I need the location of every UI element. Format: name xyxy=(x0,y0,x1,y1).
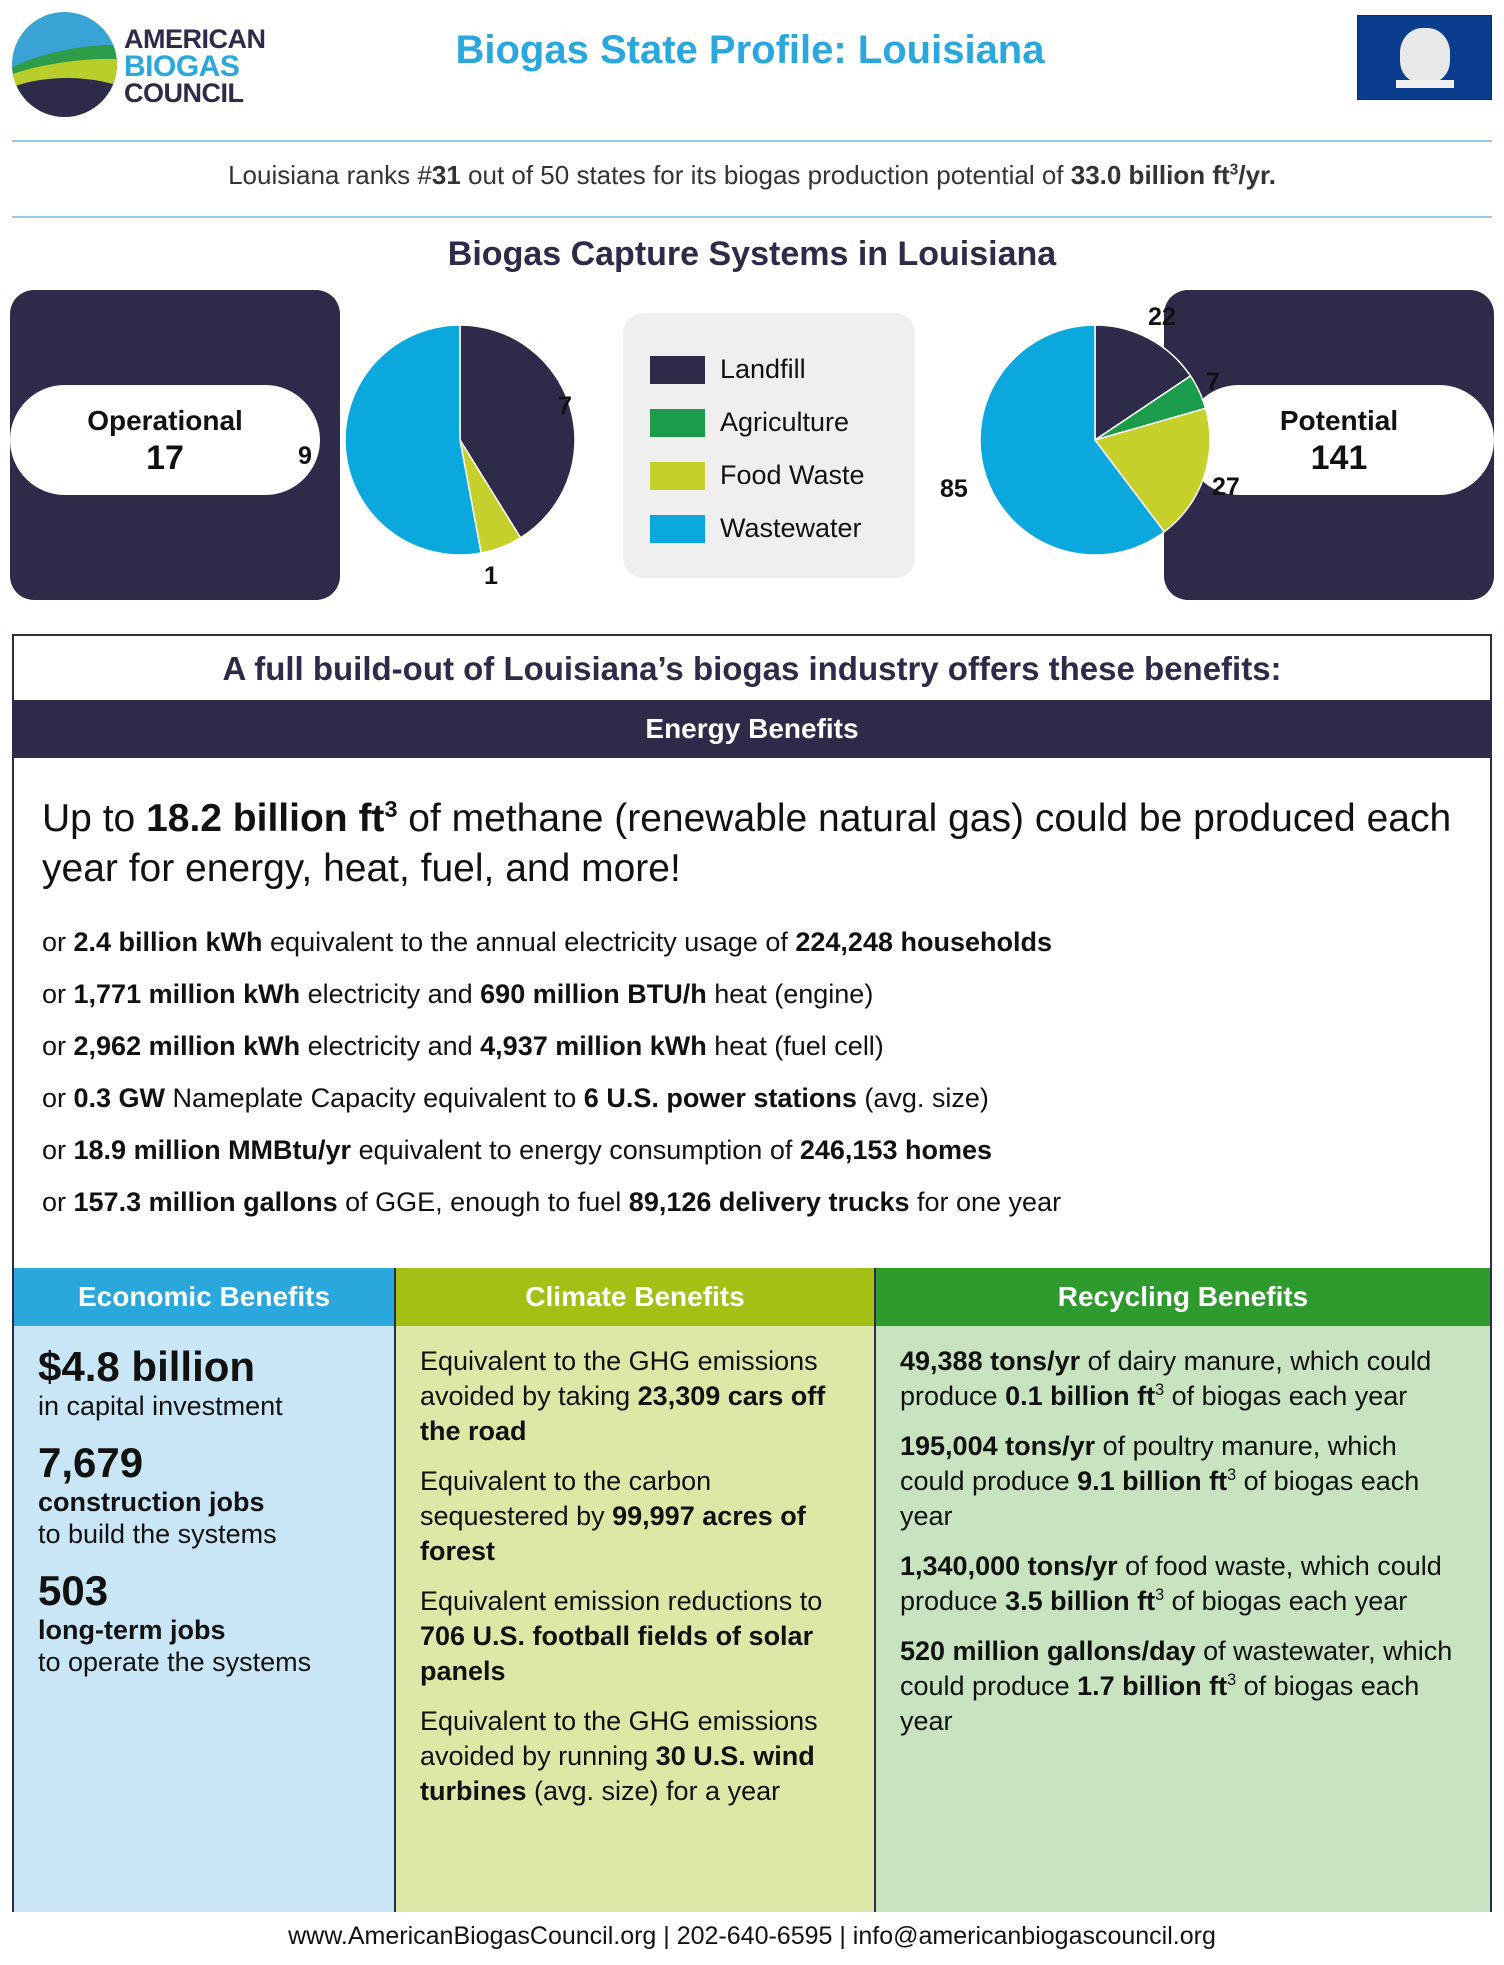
pie-label-food-waste: 1 xyxy=(484,562,498,590)
text-segment: 49,388 tons/yr xyxy=(900,1346,1081,1376)
text-segment: 1,340,000 tons/yr xyxy=(900,1551,1118,1581)
pie-label-wastewater: 85 xyxy=(940,475,968,503)
text-segment: 23,309 cars off the road xyxy=(420,1381,826,1446)
text-segment: 1,771 million kWh xyxy=(73,979,301,1009)
operational-pill xyxy=(10,385,320,495)
text-segment: of biogas each year xyxy=(900,1671,1420,1736)
text-segment: of biogas each year xyxy=(900,1466,1420,1531)
text-segment: 9.1 billion ft xyxy=(1077,1466,1228,1496)
legend-label: Food Waste xyxy=(720,460,865,490)
pie-label-wastewater: 9 xyxy=(298,442,312,470)
text-segment: 2,962 million kWh xyxy=(73,1031,301,1061)
energy-row xyxy=(42,1020,1462,1072)
recycling-item xyxy=(900,1634,1468,1739)
text-segment: Equivalent emission reductions to xyxy=(420,1586,823,1616)
text-segment: or xyxy=(42,1031,74,1061)
text-segment: Nameplate Capacity equivalent to xyxy=(165,1083,584,1113)
logo-emblem-icon xyxy=(12,12,117,117)
text-segment: of food waste, which could produce xyxy=(900,1551,1442,1616)
text-segment: (avg. size) for a year xyxy=(526,1776,781,1806)
text-segment: electricity and xyxy=(300,1031,481,1061)
capital-value: $4.8 billion xyxy=(38,1343,256,1390)
recycling-item xyxy=(900,1549,1468,1619)
footer-contact[interactable]: www.AmericanBiogasCouncil.org | 202-640-6595 | info@americanbiogascouncil.org xyxy=(288,1922,1216,1950)
climate-item xyxy=(420,1344,852,1449)
legend-swatch xyxy=(650,409,705,437)
logo-line-1: AMERICAN xyxy=(124,24,266,54)
legend-item-wastewater xyxy=(650,502,915,555)
pie-slice-wastewater xyxy=(345,325,481,555)
climate-column xyxy=(394,1268,874,1912)
potential-pie-svg xyxy=(975,320,1215,560)
logo-line-3: COUNCIL xyxy=(124,78,244,108)
legend-swatch xyxy=(650,515,705,543)
text-segment: equivalent to the annual electricity usage of xyxy=(262,927,796,957)
potential-value: 141 xyxy=(1310,439,1368,477)
text-segment: of GGE, enough to fuel xyxy=(337,1187,629,1217)
text-segment: 1.7 billion ft xyxy=(1077,1671,1228,1701)
benefits-box xyxy=(12,634,1492,1912)
benefit-columns xyxy=(14,1268,1490,1912)
text-segment: 3 xyxy=(1227,1466,1237,1484)
potential-label: Potential xyxy=(1279,405,1399,436)
text-segment: 30 U.S. wind turbines xyxy=(420,1741,815,1806)
construction-label: to build the systems xyxy=(38,1519,277,1549)
capital-label: in capital investment xyxy=(38,1391,283,1421)
legend-label: Wastewater xyxy=(720,513,862,543)
text-segment: 89,126 delivery trucks xyxy=(628,1187,910,1217)
energy-row xyxy=(42,916,1462,968)
construction-jobs xyxy=(38,1440,372,1550)
text-segment: 3.5 billion ft xyxy=(1005,1586,1156,1616)
text-segment: Equivalent to the GHG emissions avoided by taking xyxy=(420,1346,818,1411)
text-segment: (avg. size) xyxy=(856,1083,989,1113)
legend-label: Landfill xyxy=(720,354,806,384)
text-segment: 224,248 households xyxy=(795,927,1052,957)
energy-main-statement: Up to 18.2 billion $ft^3$ of methane (renewable natural gas) could be produced each year for energy, heat, fuel, and more! xyxy=(42,796,1452,890)
energy-benefits-header: Energy Benefits xyxy=(14,700,1490,758)
text-segment: 4,937 million kWh xyxy=(480,1031,707,1061)
text-segment: 18.9 million MMBtu/yr xyxy=(73,1135,352,1165)
text-segment: 0.3 GW xyxy=(73,1083,166,1113)
construction-value: 7,679 xyxy=(38,1439,144,1486)
legend-item-landfill xyxy=(650,343,915,396)
abc-logo[interactable] xyxy=(12,12,272,117)
louisiana-flag-icon xyxy=(1357,15,1492,100)
text-segment: 2.4 billion kWh xyxy=(73,927,263,957)
text-segment: of biogas each year xyxy=(1164,1381,1408,1411)
text-segment: 706 U.S. football fields of solar panels xyxy=(420,1621,814,1686)
longterm-value: 503 xyxy=(38,1567,109,1614)
text-segment: or xyxy=(42,1135,74,1165)
economic-column xyxy=(14,1268,394,1912)
longterm-label-bold: long-term jobs xyxy=(38,1615,226,1645)
climate-header: Climate Benefits xyxy=(396,1268,874,1326)
economic-header: Economic Benefits xyxy=(14,1268,394,1326)
text-segment: or xyxy=(42,1083,74,1113)
legend-item-agriculture xyxy=(650,396,915,449)
energy-row xyxy=(42,1176,1462,1228)
text-segment: Equivalent to the GHG emissions avoided by running xyxy=(420,1706,818,1771)
text-segment: or xyxy=(42,979,74,1009)
energy-row xyxy=(42,1072,1462,1124)
divider xyxy=(12,140,1492,142)
text-segment: 157.3 million gallons xyxy=(73,1187,338,1217)
text-segment: for one year xyxy=(909,1187,1062,1217)
text-segment: or xyxy=(42,927,74,957)
operational-value: 17 xyxy=(146,439,184,477)
recycling-item xyxy=(900,1344,1468,1414)
text-segment: or xyxy=(42,1187,74,1217)
text-segment: 520 million gallons/day xyxy=(900,1636,1196,1666)
construction-label-bold: construction jobs xyxy=(38,1487,265,1517)
page-title: Biogas State Profile: Louisiana xyxy=(455,28,1045,72)
logo-wordmark xyxy=(124,26,266,107)
legend-item-food-waste xyxy=(650,449,915,502)
pie-label-landfill: 7 xyxy=(558,392,572,420)
energy-list xyxy=(42,916,1462,1228)
legend-label: Agriculture xyxy=(720,407,850,437)
operational-pie-svg xyxy=(340,320,580,560)
long-term-jobs xyxy=(38,1568,372,1678)
legend-swatch xyxy=(650,462,705,490)
text-segment: heat (fuel cell) xyxy=(706,1031,884,1061)
text-segment: electricity and xyxy=(300,979,481,1009)
text-segment: 0.1 billion ft xyxy=(1005,1381,1156,1411)
text-segment: 6 U.S. power stations xyxy=(583,1083,857,1113)
rank-statement: Louisiana ranks #31 out of 50 states for its biogas production potential of 33.0 billion $ft^3/yr$. xyxy=(228,160,1276,190)
recycling-item xyxy=(900,1429,1468,1534)
text-segment: equivalent to energy consumption of xyxy=(351,1135,800,1165)
capital-investment xyxy=(38,1344,372,1422)
energy-row xyxy=(42,1124,1462,1176)
text-segment: of wastewater, which could produce xyxy=(900,1636,1453,1701)
text-segment: of biogas each year xyxy=(1164,1586,1408,1616)
energy-row xyxy=(42,968,1462,1020)
text-segment: 195,004 tons/yr xyxy=(900,1431,1096,1461)
recycling-header: Recycling Benefits xyxy=(876,1268,1490,1326)
text-segment: 3 xyxy=(1155,1381,1165,1399)
text-segment: 3 xyxy=(1227,1671,1237,1689)
longterm-label: to operate the systems xyxy=(38,1647,312,1677)
text-segment: 246,153 homes xyxy=(799,1135,992,1165)
text-segment: of dairy manure, which could produce xyxy=(900,1346,1432,1411)
text-segment: 690 million BTU/h xyxy=(480,979,707,1009)
potential-pie-chart xyxy=(975,320,1215,560)
operational-pie-chart xyxy=(340,320,580,560)
capture-title: Biogas Capture Systems in Louisiana xyxy=(447,235,1057,273)
header xyxy=(0,0,1504,140)
climate-item xyxy=(420,1464,852,1569)
text-segment: 99,997 acres of forest xyxy=(420,1501,806,1566)
pie-label-agriculture: 7 xyxy=(1206,368,1220,396)
text-segment: 3 xyxy=(1155,1586,1165,1604)
climate-item xyxy=(420,1584,852,1689)
pie-label-landfill: 22 xyxy=(1148,303,1176,331)
legend xyxy=(623,313,915,578)
operational-label: Operational xyxy=(87,405,243,436)
logo-line-2: BIOGAS xyxy=(124,50,240,83)
benefits-title: A full build-out of Louisiana’s biogas industry offers these benefits: xyxy=(222,650,1282,687)
legend-swatch xyxy=(650,356,705,384)
divider xyxy=(12,216,1492,218)
text-segment: of poultry manure, which could produce xyxy=(900,1431,1397,1496)
text-segment: Equivalent to the carbon sequestered by xyxy=(420,1466,712,1531)
recycling-column xyxy=(874,1268,1490,1912)
text-segment: heat (engine) xyxy=(706,979,874,1009)
pie-label-food-waste: 27 xyxy=(1212,473,1240,501)
climate-item xyxy=(420,1704,852,1809)
